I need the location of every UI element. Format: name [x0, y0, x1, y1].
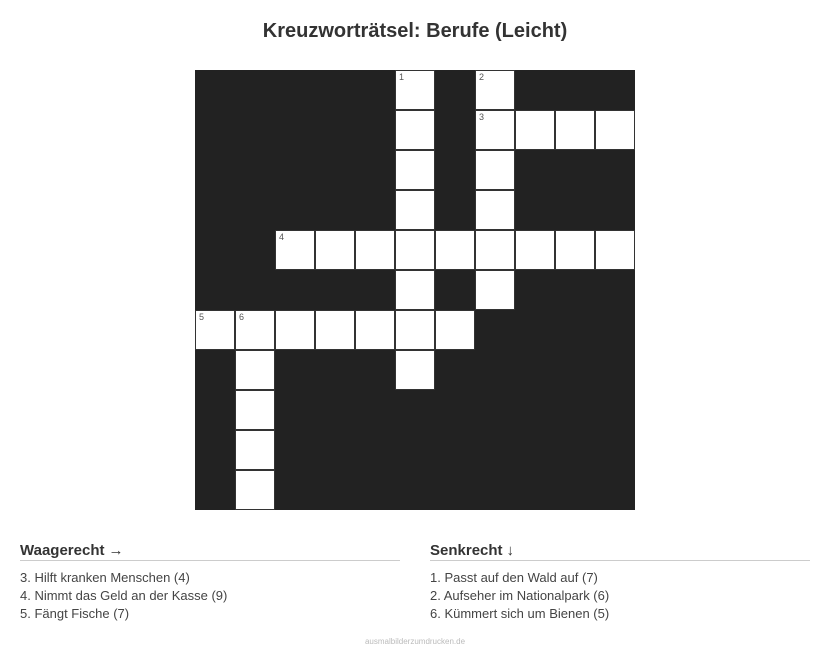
- down-clues: [430, 542, 810, 623]
- grid-cell[interactable]: [595, 230, 635, 270]
- down-heading-label: Senkrecht: [430, 542, 503, 559]
- crossword-grid: [195, 70, 635, 510]
- grid-cell[interactable]: [395, 350, 435, 390]
- grid-cell[interactable]: [515, 110, 555, 150]
- grid-cell[interactable]: [475, 70, 515, 110]
- grid-cell[interactable]: [475, 150, 515, 190]
- clue-item: 4. Nimmt das Geld an der Kasse (9): [20, 588, 228, 603]
- grid-cell[interactable]: [475, 230, 515, 270]
- grid-cell[interactable]: [235, 350, 275, 390]
- grid-cell[interactable]: [315, 310, 355, 350]
- clue-number: 4: [279, 232, 285, 242]
- clue-number: 5: [199, 312, 205, 322]
- grid-cell[interactable]: [395, 310, 435, 350]
- grid-cell[interactable]: [395, 110, 435, 150]
- grid-cell[interactable]: [475, 270, 515, 310]
- across-heading-label: Waagerecht: [20, 542, 105, 559]
- clue-number: 2: [479, 72, 485, 82]
- grid-cell[interactable]: [435, 230, 475, 270]
- clue-item: 2. Aufseher im Nationalpark (6): [430, 588, 610, 603]
- across-clues: [20, 542, 400, 623]
- across-clue-list: [20, 569, 400, 623]
- grid-cell[interactable]: [395, 190, 435, 230]
- grid-cell[interactable]: [555, 110, 595, 150]
- grid-cell[interactable]: [395, 70, 435, 110]
- clue-item: 6. Kümmert sich um Bienen (5): [430, 606, 610, 621]
- clue-item: 5. Fängt Fische (7): [20, 606, 130, 621]
- grid-cell[interactable]: [235, 470, 275, 510]
- grid-cell[interactable]: [395, 270, 435, 310]
- grid-cell[interactable]: [235, 390, 275, 430]
- grid-cell[interactable]: [475, 190, 515, 230]
- clue-number: 6: [239, 312, 245, 322]
- footer-credit: ausmalbilderzumdrucken.de: [364, 637, 466, 646]
- down-arrow-icon: ↓: [506, 542, 515, 559]
- clue-number: 3: [479, 112, 485, 122]
- grid-cell[interactable]: [395, 150, 435, 190]
- grid-cell[interactable]: [315, 230, 355, 270]
- clue-item: 1. Passt auf den Wald auf (7): [430, 570, 598, 585]
- grid-cell[interactable]: [555, 230, 595, 270]
- grid-cell[interactable]: [475, 110, 515, 150]
- across-heading: [20, 542, 400, 561]
- grid-cell[interactable]: [235, 310, 275, 350]
- page-title: Kreuzworträtsel: Berufe (Leicht): [262, 20, 568, 42]
- grid-cell[interactable]: [235, 430, 275, 470]
- grid-cell[interactable]: [435, 310, 475, 350]
- grid-cell[interactable]: [195, 310, 235, 350]
- grid-cell[interactable]: [515, 230, 555, 270]
- grid-cell[interactable]: [395, 230, 435, 270]
- clue-number: 1: [399, 72, 405, 82]
- right-arrow-icon: →: [108, 542, 124, 559]
- grid-cell[interactable]: [355, 310, 395, 350]
- grid-cell[interactable]: [275, 230, 315, 270]
- down-clue-list: [430, 569, 810, 623]
- grid-cell[interactable]: [275, 310, 315, 350]
- grid-cell[interactable]: [595, 110, 635, 150]
- down-heading: [430, 542, 810, 561]
- clue-item: 3. Hilft kranken Menschen (4): [20, 570, 190, 585]
- grid-cell[interactable]: [355, 230, 395, 270]
